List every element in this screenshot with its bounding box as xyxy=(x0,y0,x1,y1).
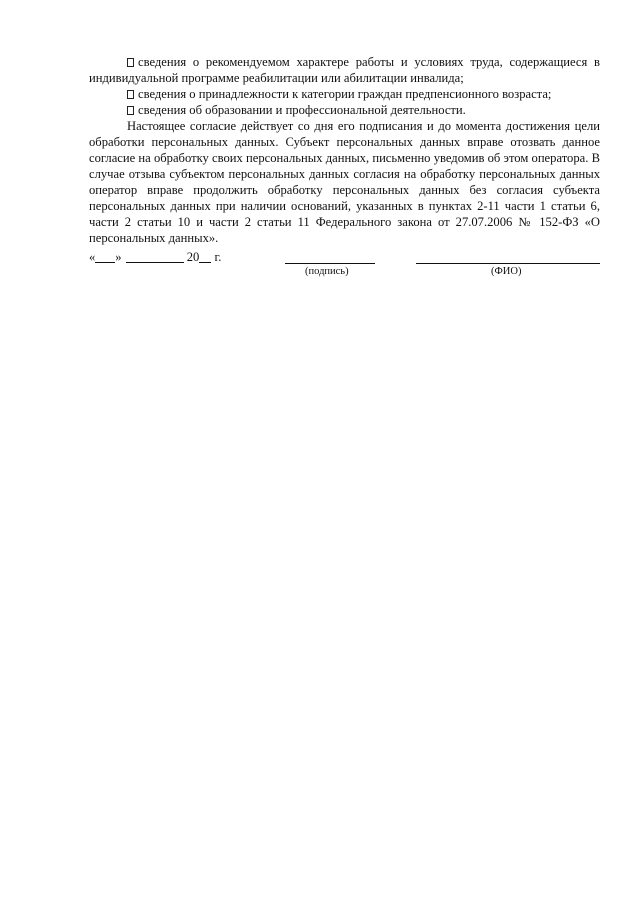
date-close-quote: » xyxy=(115,250,122,264)
consent-validity-paragraph: Настоящее согласие действует со дня его подписания и до момента достижения цели обработки персональных данных. Субъект персональных данных вправе отозвать данное согласие на обработку своих персональных данных, письменно уведомив об этом оператора. В случае отзыва субъектом персональных данных согласия на обработку персональных данных оператор вправе продолжить обработку персональных данных без согласия субъекта персональных данных при наличии оснований, указанных в пунктах 2-11 части 1 статьи 6, части 2 статьи 10 и части 2 статьи 11 Федерального закона от 27.07.2006 № 152-ФЗ «О персональных данных». xyxy=(89,119,600,245)
date-open-quote: « xyxy=(89,250,96,264)
full-name-caption: (ФИО) xyxy=(491,266,522,277)
date-field xyxy=(89,250,221,265)
full-name-line xyxy=(416,263,600,264)
checklist-item-pre-retirement xyxy=(89,86,600,102)
checklist-item-label: сведения о принадлежности к категории граждан предпенсионного возраста; xyxy=(138,87,552,101)
signature-block xyxy=(89,250,600,290)
day-blank xyxy=(95,250,115,263)
year-blank xyxy=(199,250,211,263)
checklist-item-label: сведения об образовании и профессиональной деятельности. xyxy=(138,103,466,117)
year-suffix: г. xyxy=(214,250,222,264)
document-body xyxy=(89,54,600,246)
signature-caption: (подпись) xyxy=(305,266,349,277)
signature-line xyxy=(285,263,375,264)
checklist-item-label: сведения о рекомендуемом характере работы и условиях труда, содержащиеся в индивидуальной программе реабилитации или абилитации инвалида; xyxy=(89,55,600,85)
month-blank xyxy=(126,250,184,263)
checklist-item-education xyxy=(89,102,600,118)
checklist-item-work-conditions xyxy=(89,54,600,86)
year-prefix: 20 xyxy=(186,250,200,264)
checkbox-work-conditions[interactable] xyxy=(127,58,134,67)
checkbox-education[interactable] xyxy=(127,106,134,115)
checkbox-pre-retirement[interactable] xyxy=(127,90,134,99)
